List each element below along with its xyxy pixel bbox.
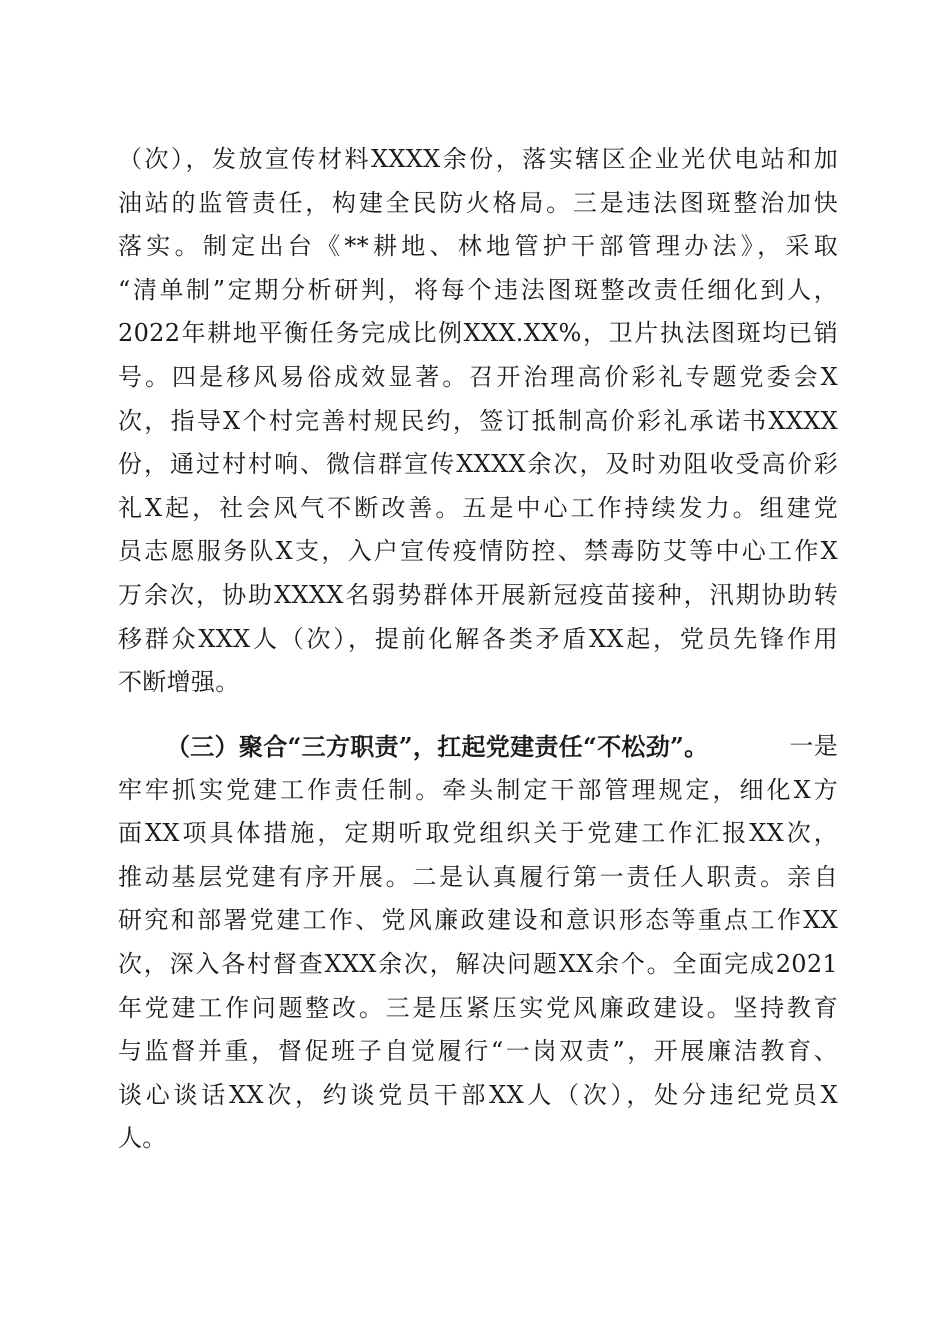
- text-line: 不断增强。: [118, 668, 240, 697]
- text-line: 面XX项具体措施，定期听取党组织关于党建工作汇报XX次，: [118, 819, 838, 848]
- text-line: 移群众XXX人（次），提前化解各类矛盾XX起，党员先锋作用: [118, 624, 838, 653]
- text-line: 年党建工作问题整改。三是压紧压实党风廉政建设。坚持教育: [118, 993, 838, 1022]
- text-line: 2022年耕地平衡任务完成比例XXX.XX%，卫片执法图斑均已销: [118, 319, 838, 348]
- text-line: 号。四是移风易俗成效显著。召开治理高价彩礼专题党委会X: [118, 362, 838, 391]
- text-line: 份，通过村村响、微信群宣传XXXX余次，及时劝阻收受高价彩: [118, 450, 838, 479]
- text-line: 与监督并重，督促班子自觉履行“一岗双责”，开展廉洁教育、: [118, 1037, 838, 1066]
- heading-line-rest: 一是: [789, 732, 838, 760]
- text-line: 礼X起，社会风气不断改善。五是中心工作持续发力。组建党: [118, 493, 838, 522]
- text-line: 次，指导X个村完善村规民约，签订抵制高价彩礼承诺书XXXX: [118, 406, 838, 435]
- text-line: 研究和部署党建工作、党风廉政建设和意识形态等重点工作XX: [118, 906, 838, 935]
- text-line: “清单制”定期分析研判，将每个违法图斑整改责任细化到人，: [118, 275, 838, 304]
- text-line: 员志愿服务队X支，入户宣传疫情防控、禁毒防艾等中心工作X: [118, 537, 838, 566]
- paragraph-2: [118, 725, 838, 1161]
- heading-line: [118, 725, 838, 769]
- text-line: 谈心谈话XX次，约谈党员干部XX人（次），处分违纪党员X: [118, 1080, 838, 1109]
- text-line: 落实。制定出台《**耕地、林地管护干部管理办法》，采取: [118, 232, 838, 261]
- text-line: 万余次，协助XXXX名弱势群体开展新冠疫苗接种，汛期协助转: [118, 580, 838, 609]
- section-heading: （三）聚合“三方职责”，扛起党建责任“不松劲”。: [166, 732, 709, 761]
- text-line: 次，深入各村督查XXX余次，解决问题XX余个。全面完成2021: [118, 949, 838, 978]
- paragraph-1: [118, 138, 838, 705]
- text-line: （次），发放宣传材料XXXX余份，落实辖区企业光伏电站和加: [118, 145, 838, 173]
- text-line: 人。: [118, 1124, 167, 1153]
- text-line: 牢牢抓实党建工作责任制。牵头制定干部管理规定，细化X方: [118, 775, 838, 804]
- text-line: 推动基层党建有序开展。二是认真履行第一责任人职责。亲自: [118, 862, 838, 891]
- text-line: 油站的监管责任，构建全民防火格局。三是违法图斑整治加快: [118, 188, 838, 217]
